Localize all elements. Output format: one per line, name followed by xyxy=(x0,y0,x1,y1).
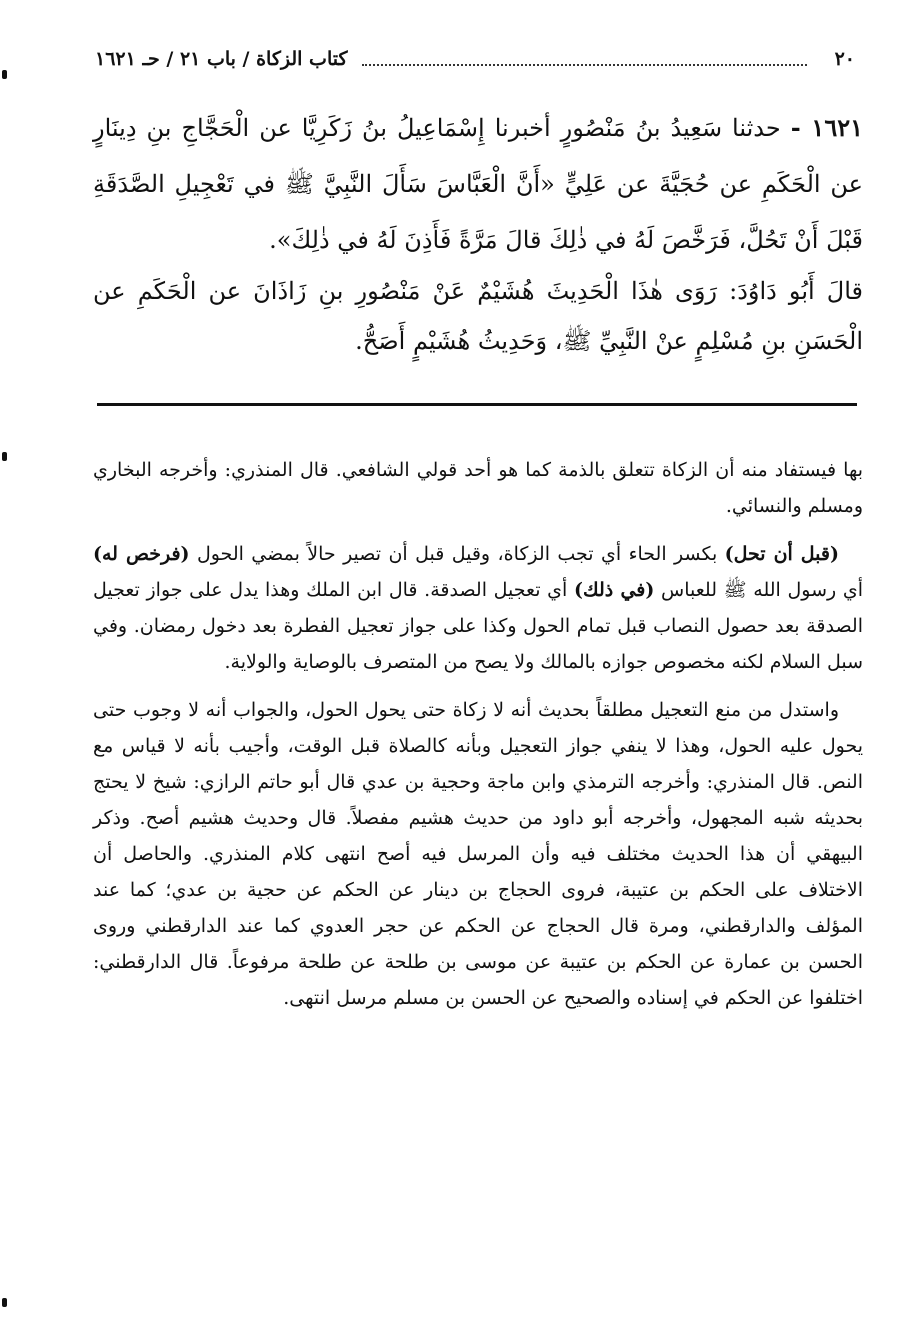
page-header xyxy=(95,42,855,76)
footnote-divider xyxy=(97,403,857,406)
term-farakhasa-lahu: (فرخص له) xyxy=(93,543,190,565)
commentary-section xyxy=(93,452,863,1028)
commentary-paragraph-1: بها فيستفاد منه أن الزكاة تتعلق بالذمة كما هو أحد قولي الشافعي. قال المنذري: وأخرجه البخاري ومسلم والنسائي. xyxy=(93,459,863,517)
running-title: كتاب الزكاة / باب ٢١ / حـ ١٦٢١ xyxy=(95,48,348,70)
margin-mark xyxy=(2,70,7,79)
abu-dawud-note: قالَ أَبُو دَاوُدَ: رَوَى هٰذَا الْحَدِيثَ هُشَيْمٌ عَنْ مَنْصُورِ بنِ زَاذَانَ عن الْحَكَمِ عن الْحَسَنِ بنِ مُسْلِمٍ عنْ النَّبِيِّ ﷺ، وَحَدِيثُ هُشَيْمٍ أَصَحُّ. xyxy=(93,277,863,355)
commentary-text: أي رسول الله ﷺ للعباس xyxy=(654,579,863,601)
term-fi-dhalika: (في ذلك) xyxy=(573,579,655,601)
hadith-number: ١٦٢١ - xyxy=(790,113,863,142)
commentary-paragraph-2 xyxy=(93,536,863,680)
hadith-block xyxy=(93,100,863,268)
margin-mark xyxy=(2,452,7,461)
commentary-text: أي تعجيل الصدقة. قال ابن الملك وهذا يدل على جواز تعجيل الصدقة بعد حصول النصاب قبل تمام الحول وكذا على جواز تعجيل الفطرة بعد دخول رمضان. وفي سبل السلام لكنه مخصوص جوازه بالمالك ولا يصح من المتصرف بالوصاية والولاية. xyxy=(93,579,863,673)
hadith-text: حدثنا سَعِيدُ بنُ مَنْصُورٍ أخبرنا إِسْمَاعِيلُ بنُ زَكَرِيَّا عن الْحَجَّاجِ بنِ دِينَارٍ عن الْحَكَمِ عن حُجَيَّةَ عن عَلِيٍّ «أَنَّ الْعَبَّاسَ سَأَلَ النَّبِيَّ ﷺ في تَعْجِيلِ الصَّدَقَةِ قَبْلَ أَنْ تَحُلَّ، فَرَخَّصَ لَهُ في ذٰلِكَ قالَ مَرَّةً فَأَذِنَ لَهُ في ذٰلِكَ». xyxy=(93,114,863,254)
margin-mark xyxy=(2,1298,7,1307)
header-dot-leader xyxy=(362,52,807,66)
page-number: ٢٠ xyxy=(834,48,855,70)
commentary-text: بكسر الحاء أي تجب الزكاة، وقيل قبل أن تصير حالاً بمضي الحول xyxy=(189,543,725,565)
term-qabl-an-tahill: (قبل أن تحل) xyxy=(724,543,839,565)
commentary-paragraph-3: واستدل من منع التعجيل مطلقاً بحديث أنه لا زكاة حتى يحول الحول، والجواب أنه لا وجوب حتى يحول عليه الحول، وهذا لا ينفي جواز التعجيل وبأنه كالصلاة قبل الوقت، وأجيب بأنه لا قياس مع النص. قال المنذري: وأخرجه الترمذي وابن ماجة وحجية بن عدي قال أبو حاتم الرازي: شيخ لا يحتج بحديثه شبه المجهول، وأخرجه أبو داود من حديث هشيم مفصلاً. قال وحديث هشيم أصح. وذكر البيهقي أن هذا الحديث مختلف فيه وأن المرسل فيه أصح انتهى كلام المنذري. والحاصل أن الاختلاف على الحكم بن عتيبة، فروى الحجاج بن دينار عن الحكم عن حجية بن عدي؛ كما عند المؤلف والدارقطني، ومرة قال الحجاج عن الحكم عن حجر العدوي كما عند الدارقطني وروى الحسن بن عمارة عن الحكم بن عتيبة عن موسى بن طلحة عن طلحة مرفوعاً. قال الدارقطني: اختلفوا عن الحكم في إسناده والصحيح عن الحسن بن مسلم مرسل انتهى. xyxy=(93,699,863,1009)
